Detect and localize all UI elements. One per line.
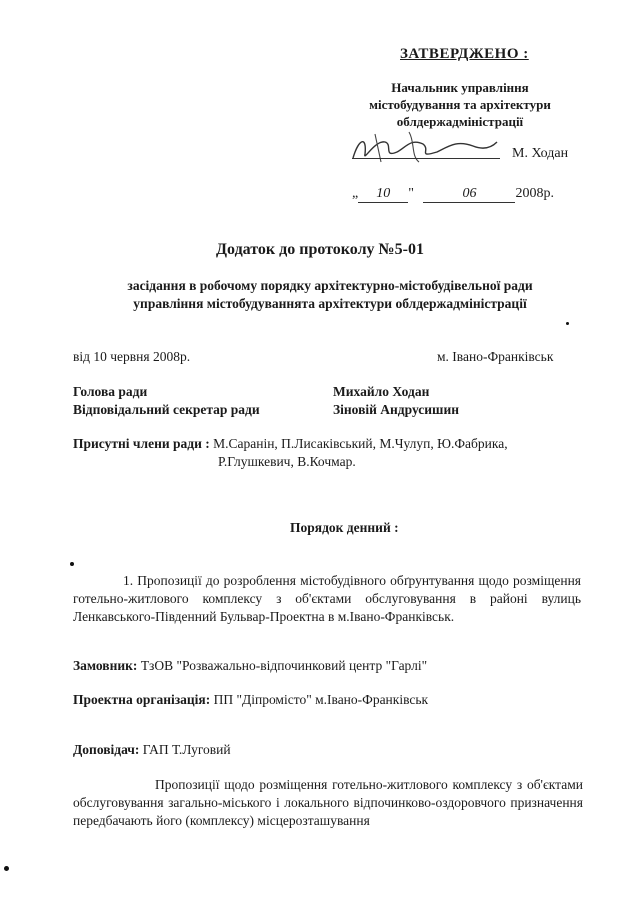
approval-position-line-3: облдержадміністрації — [396, 114, 524, 129]
approval-position-line-1: Начальник управління — [391, 80, 529, 95]
approval-position-line-2: містобудування та архітектури — [369, 97, 551, 112]
handwritten-signature — [345, 128, 505, 168]
present-members-label: Присутні члени ради : — [73, 436, 210, 451]
customer-row — [73, 658, 427, 674]
approval-title: ЗАТВЕРДЖЕНО : — [400, 46, 529, 62]
date-month: 06 — [423, 186, 515, 203]
designer-label: Проектна організація: — [73, 692, 211, 707]
official-name-chair: Михайло Ходан — [333, 384, 430, 399]
speaker-label: Доповідач: — [73, 742, 140, 757]
present-members-list-line-2: Р.Глушкевич, В.Кочмар. — [218, 454, 356, 469]
meeting-city: м. Івано-Франківськ — [437, 349, 554, 364]
date-year: 2008р. — [515, 186, 554, 201]
document-title: Додаток до протоколу №5-01 — [216, 241, 424, 258]
agenda-item-1-text: 1. Пропозиції до розроблення містобудівного обґрунтування щодо розміщення готельно-житлового комплексу з об'єктами обслуговування в районі вулиць Ленкавського-Південний Бульвар-Проектна в м.Івано-Франківськ. — [73, 573, 581, 624]
agenda-item-1 — [73, 572, 581, 626]
official-name-secretary: Зіновій Андрусишин — [333, 402, 460, 417]
designer-value: ПП "Діпромісто" м.Івано-Франківськ — [213, 692, 429, 707]
customer-label: Замовник: — [73, 658, 138, 673]
approver-name: М. Ходан — [512, 146, 569, 161]
date-day: 10 — [358, 186, 408, 203]
date-close-quote: " — [408, 186, 414, 201]
present-members — [73, 436, 508, 452]
signature-line — [352, 158, 500, 159]
official-role-secretary: Відповідальний секретар ради — [73, 402, 260, 417]
customer-value: ТзОВ "Розважально-відпочинковий центр "Гарлі" — [140, 658, 428, 673]
meeting-date: від 10 червня 2008р. — [73, 349, 191, 364]
speaker-row — [73, 742, 231, 758]
present-members-list-line-1: М.Саранін, П.Лисаківський, М.Чулуп, Ю.Фабрика, — [213, 436, 508, 451]
speaker-value: ГАП Т.Луговий — [142, 742, 231, 757]
proposal-paragraph — [73, 776, 583, 830]
scan-speck — [566, 322, 569, 325]
date-open-quote: „ — [352, 186, 359, 201]
scan-speck — [70, 562, 74, 566]
designer-row — [73, 692, 428, 708]
approval-date — [352, 186, 554, 203]
proposal-text: Пропозиції щодо розміщення готельно-житлового комплексу з об'єктами обслуговування загально-міського і локального відпочинково-оздоровчого призначення передбачають його (комплексу) місцерозташування — [73, 777, 583, 828]
official-role-chair: Голова ради — [73, 384, 148, 399]
document-subtitle-line-2: управління містобудуваннята архітектури облдержадміністрації — [133, 296, 527, 311]
scan-speck — [4, 866, 9, 871]
agenda-title: Порядок денний : — [290, 520, 399, 535]
document-subtitle-line-1: засідання в робочому порядку архітектурно-містобудівельної ради — [127, 278, 533, 293]
